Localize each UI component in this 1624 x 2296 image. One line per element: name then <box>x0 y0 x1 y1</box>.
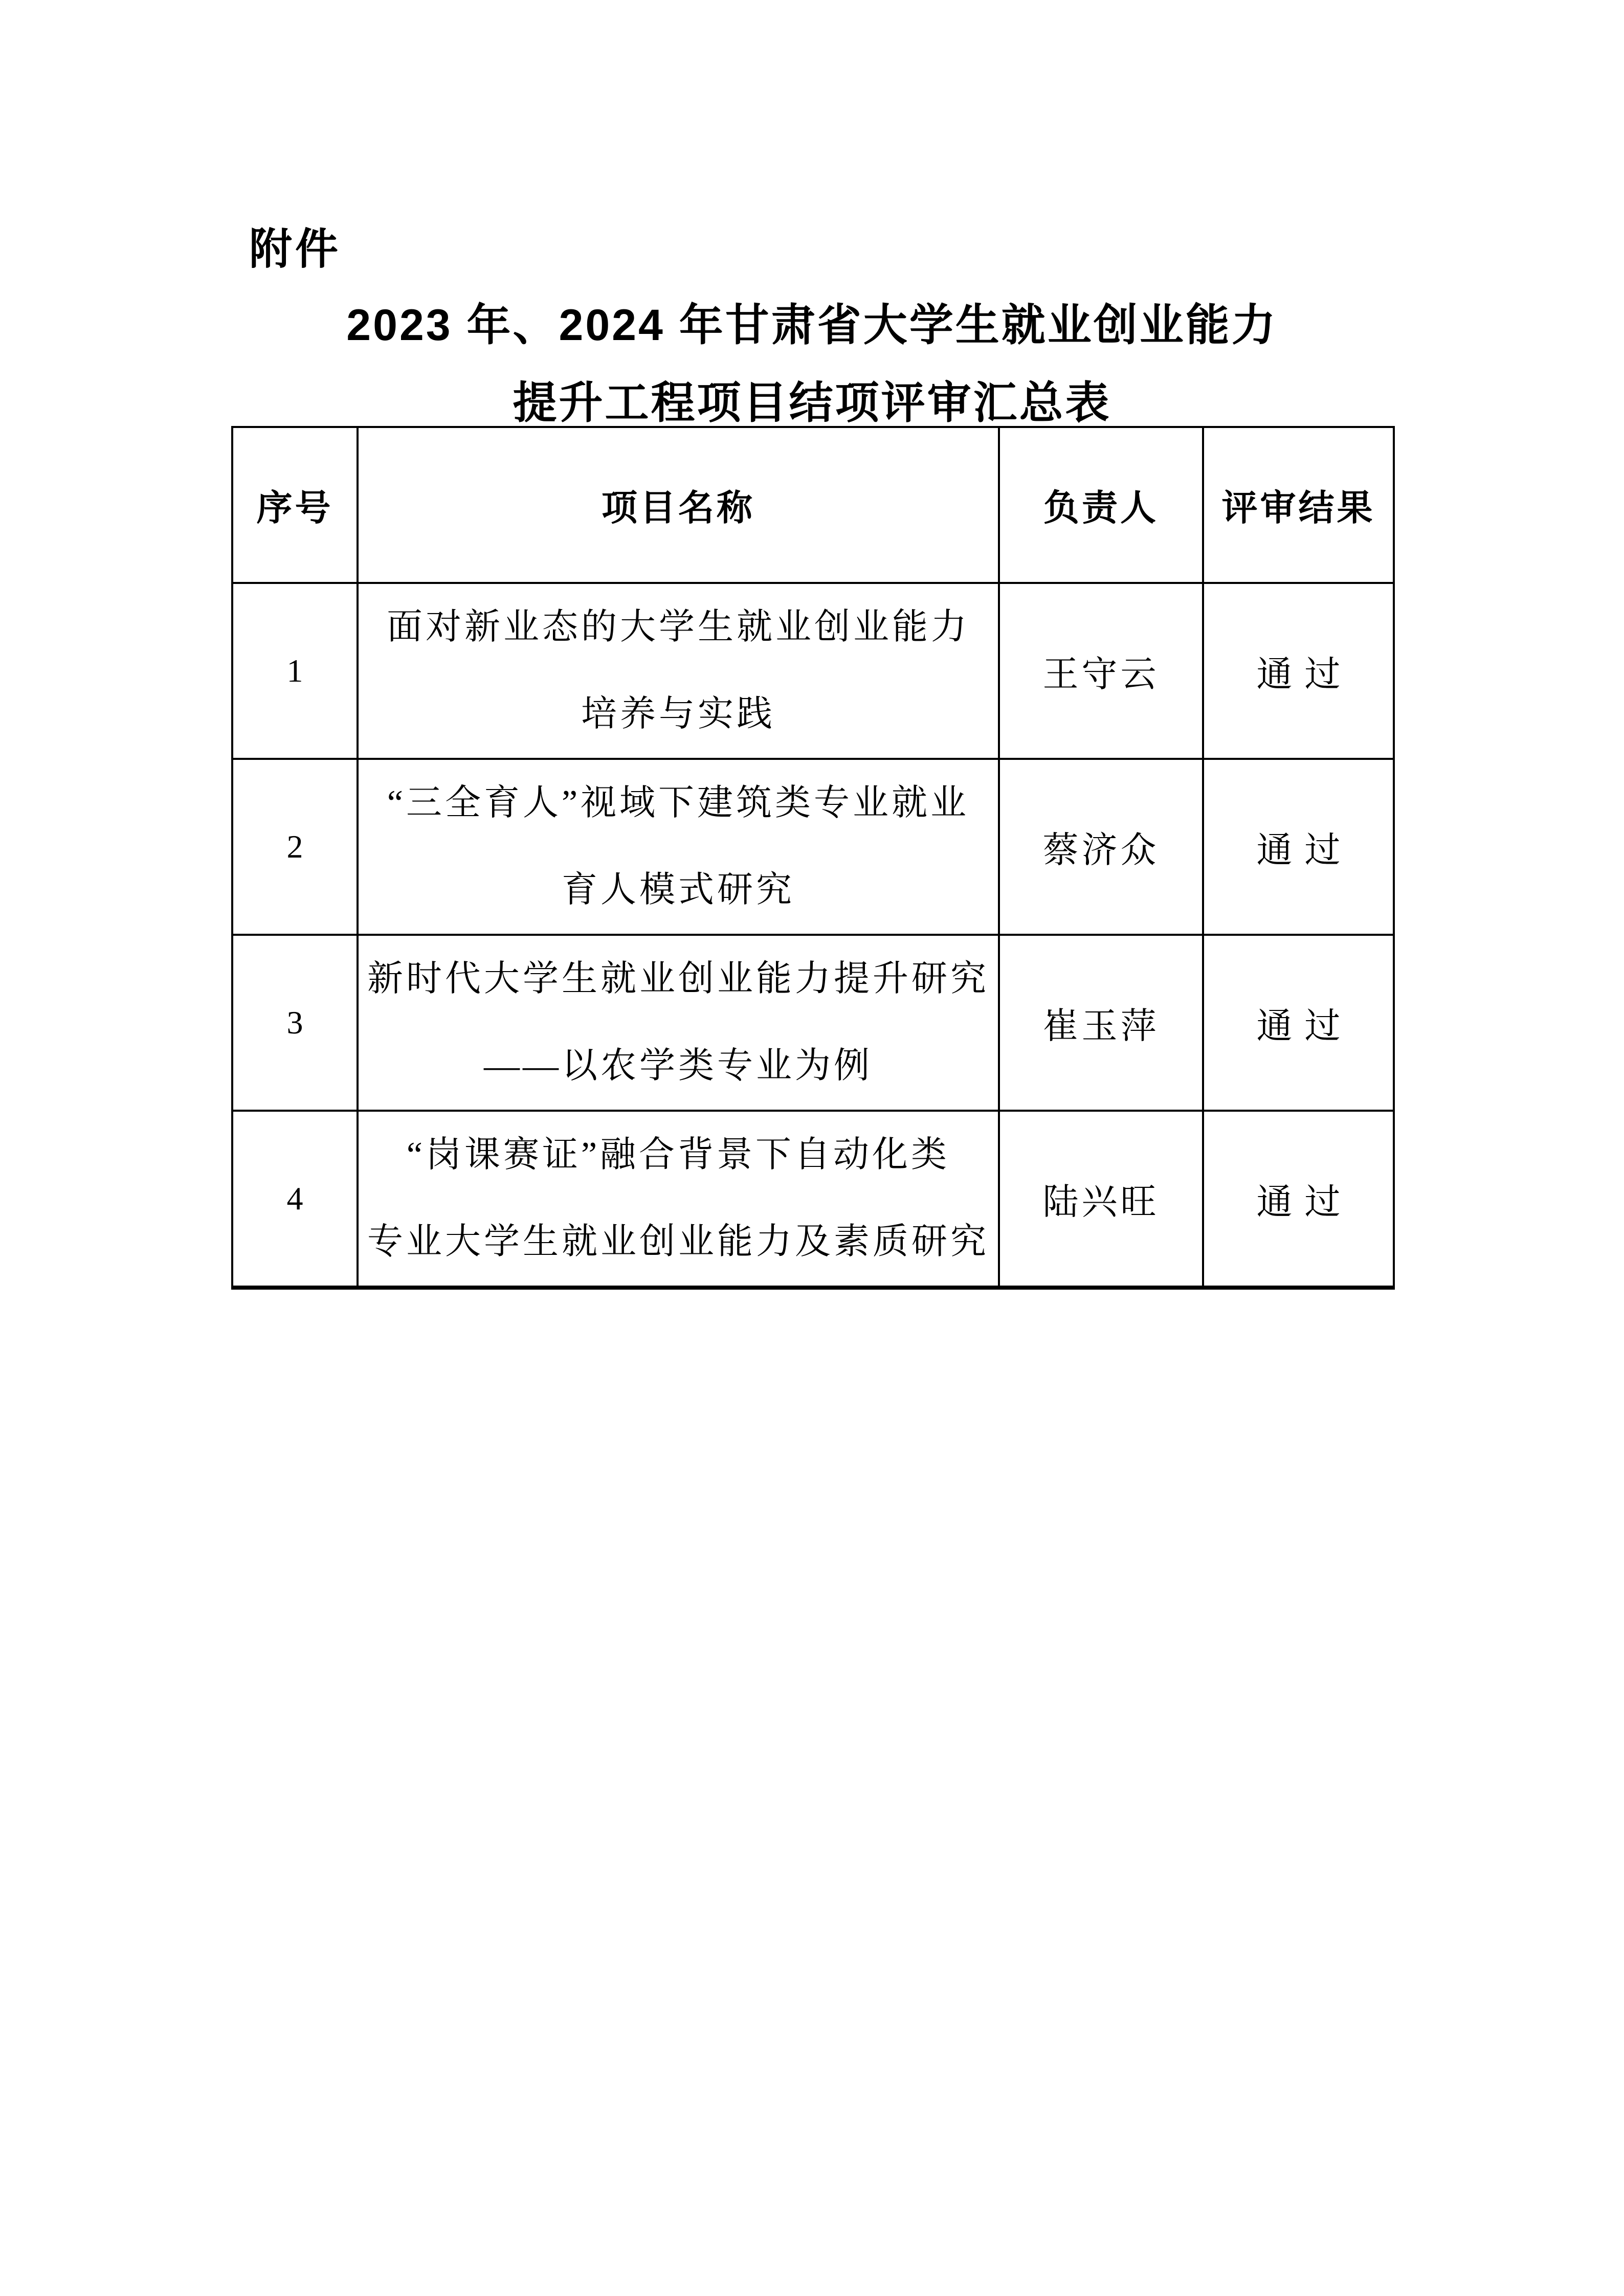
project-name-line-1: 新时代大学生就业创业能力提升研究 <box>367 959 989 999</box>
serial-number-cell: 1 <box>232 583 358 759</box>
table-row <box>232 759 1394 935</box>
project-name-line-1: 面对新业态的大学生就业创业能力 <box>387 607 970 647</box>
header-project-name: 项目名称 <box>358 427 999 583</box>
project-name-cell <box>358 759 999 935</box>
project-name-cell <box>358 583 999 759</box>
header-serial-number: 序号 <box>232 427 358 583</box>
result-cell: 通过 <box>1203 935 1394 1111</box>
serial-number-cell: 3 <box>232 935 358 1111</box>
project-name-line-2: 培养与实践 <box>581 694 775 734</box>
project-name-line-1: “三全育人”视域下建筑类专业就业 <box>387 783 970 823</box>
project-name-line-2: 专业大学生就业创业能力及素质研究 <box>367 1222 989 1262</box>
project-name-cell <box>358 935 999 1111</box>
project-name-line-2: 育人模式研究 <box>562 870 795 910</box>
document-title-line-1: 2023 年、2024 年甘肃省大学生就业创业能力 <box>346 301 1278 350</box>
attachment-label: 附件 <box>249 225 342 273</box>
leader-cell: 崔玉萍 <box>999 935 1203 1111</box>
project-name-line-2: ——以农学类专业为例 <box>484 1046 873 1086</box>
serial-number-cell: 2 <box>232 759 358 935</box>
leader-cell: 陆兴旺 <box>999 1111 1203 1288</box>
project-name-cell <box>358 1111 999 1288</box>
review-summary-table <box>231 426 1395 1290</box>
table-row <box>232 935 1394 1111</box>
project-name-line-1: “岗课赛证”融合背景下自动化类 <box>406 1135 950 1175</box>
document-title-line-2: 提升工程项目结项评审汇总表 <box>513 378 1111 427</box>
result-cell: 通过 <box>1203 1111 1394 1288</box>
header-leader: 负责人 <box>999 427 1203 583</box>
table-header-row <box>232 427 1394 583</box>
table-row <box>232 583 1394 759</box>
result-cell: 通过 <box>1203 759 1394 935</box>
leader-cell: 王守云 <box>999 583 1203 759</box>
table-row <box>232 1111 1394 1288</box>
header-review-result: 评审结果 <box>1203 427 1394 583</box>
serial-number-cell: 4 <box>232 1111 358 1288</box>
leader-cell: 蔡济众 <box>999 759 1203 935</box>
result-cell: 通过 <box>1203 583 1394 759</box>
